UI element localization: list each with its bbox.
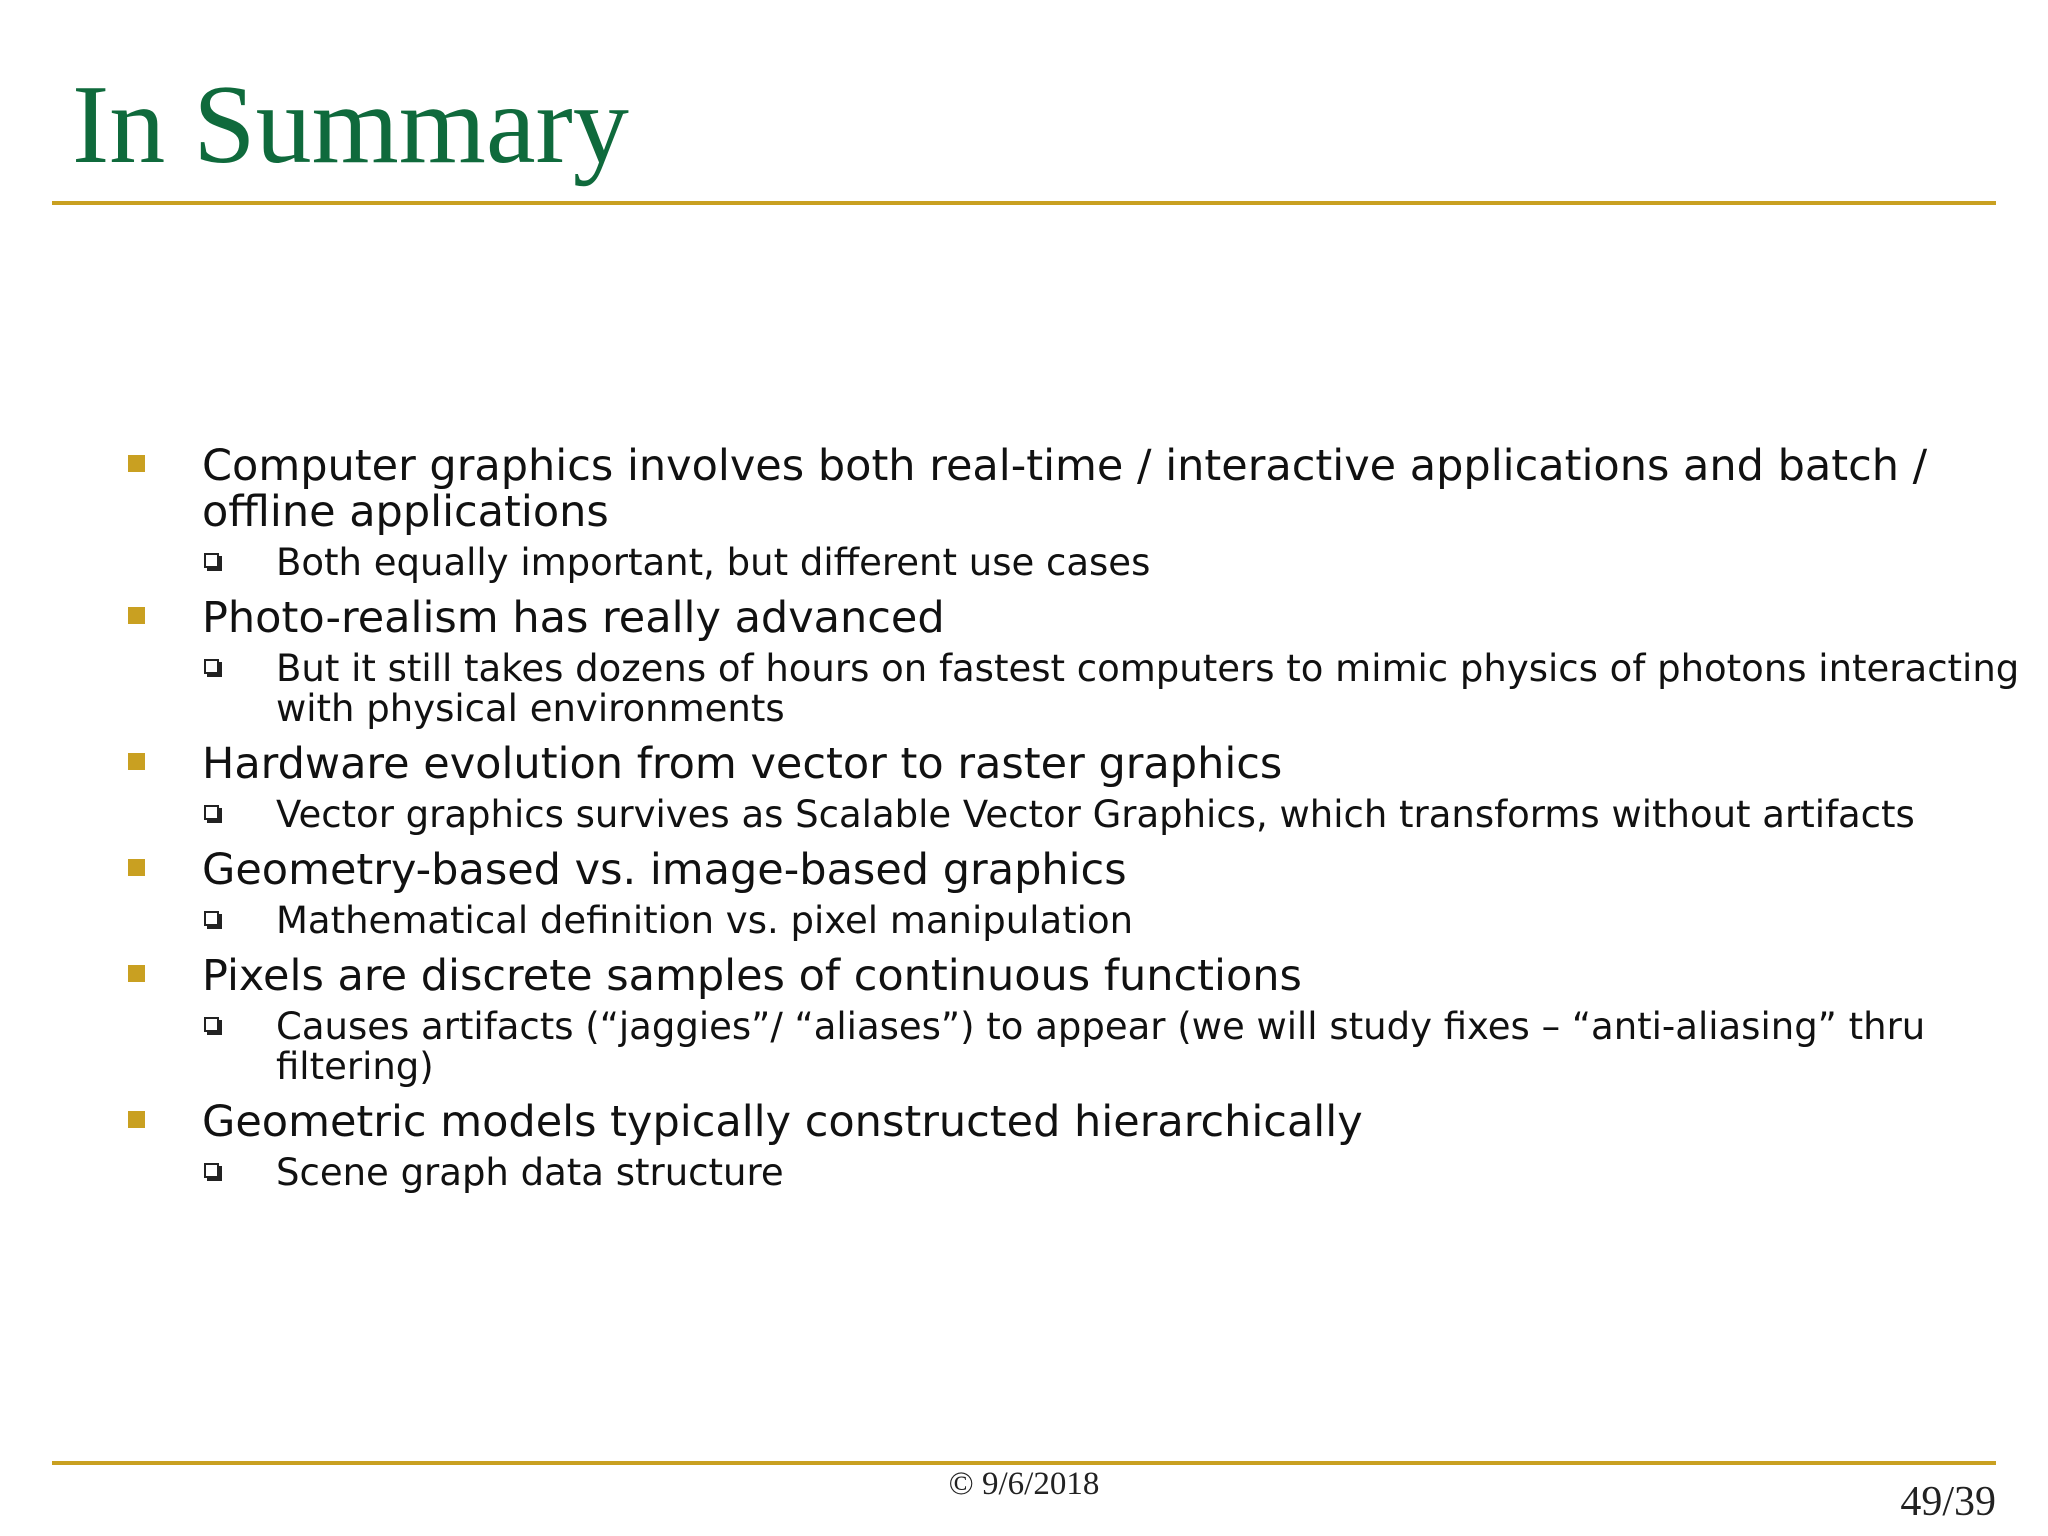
sub-bullet-text: Vector graphics survives as Scalable Vector Graphics, which transforms without artifacts (276, 793, 1915, 836)
sub-bullet-item (120, 1007, 2030, 1087)
sub-bullet-text: Causes artifacts (“jaggies”/ “aliases”) to appear (we will study fixes – “anti-aliasing” thru filtering) (276, 1005, 1926, 1088)
bullet-item (120, 443, 2030, 535)
bullet-item (120, 847, 2030, 893)
bullet-text: Pixels are discrete samples of continuous functions (202, 951, 1302, 1001)
sub-bullet-text: But it still takes dozens of hours on fastest computers to mimic physics of photons interacting with physical environments (276, 647, 2020, 730)
bullet-text: Hardware evolution from vector to raster graphics (202, 739, 1283, 789)
square-bullet-icon (128, 455, 145, 472)
square-bullet-icon (128, 859, 145, 876)
hollow-square-bullet-icon (204, 1017, 219, 1032)
hollow-square-bullet-icon (204, 1163, 219, 1178)
sub-bullet-text: Both equally important, but different use cases (276, 541, 1151, 584)
sub-bullet-text: Mathematical definition vs. pixel manipulation (276, 899, 1134, 942)
bullet-item (120, 595, 2030, 641)
bullet-list (120, 443, 2030, 1193)
bullet-item (120, 953, 2030, 999)
sub-bullet-item (120, 1153, 2030, 1193)
sub-bullet-text: Scene graph data structure (276, 1151, 784, 1194)
title-divider (52, 201, 1996, 205)
square-bullet-icon (128, 965, 145, 982)
hollow-square-bullet-icon (204, 805, 219, 820)
hollow-square-bullet-icon (204, 911, 219, 926)
sub-bullet-item (120, 795, 2030, 835)
square-bullet-icon (128, 1111, 145, 1128)
bullet-text: Geometric models typically constructed hierarchically (202, 1097, 1363, 1147)
bullet-item (120, 1099, 2030, 1145)
footer-divider (52, 1461, 1996, 1465)
page-number: 49/39 (1900, 1479, 1996, 1525)
square-bullet-icon (128, 607, 145, 624)
bullet-text: Computer graphics involves both real-time / interactive applications and batch / offline applications (202, 441, 1928, 537)
bullet-text: Photo-realism has really advanced (202, 593, 945, 643)
sub-bullet-item (120, 901, 2030, 941)
slide-title: In Summary (72, 63, 629, 187)
sub-bullet-item (120, 543, 2030, 583)
bullet-text: Geometry-based vs. image-based graphics (202, 845, 1127, 895)
bullet-item (120, 741, 2030, 787)
hollow-square-bullet-icon (204, 659, 219, 674)
sub-bullet-item (120, 649, 2030, 729)
square-bullet-icon (128, 753, 145, 770)
hollow-square-bullet-icon (204, 553, 219, 568)
footer-date: © 9/6/2018 (948, 1466, 1100, 1502)
